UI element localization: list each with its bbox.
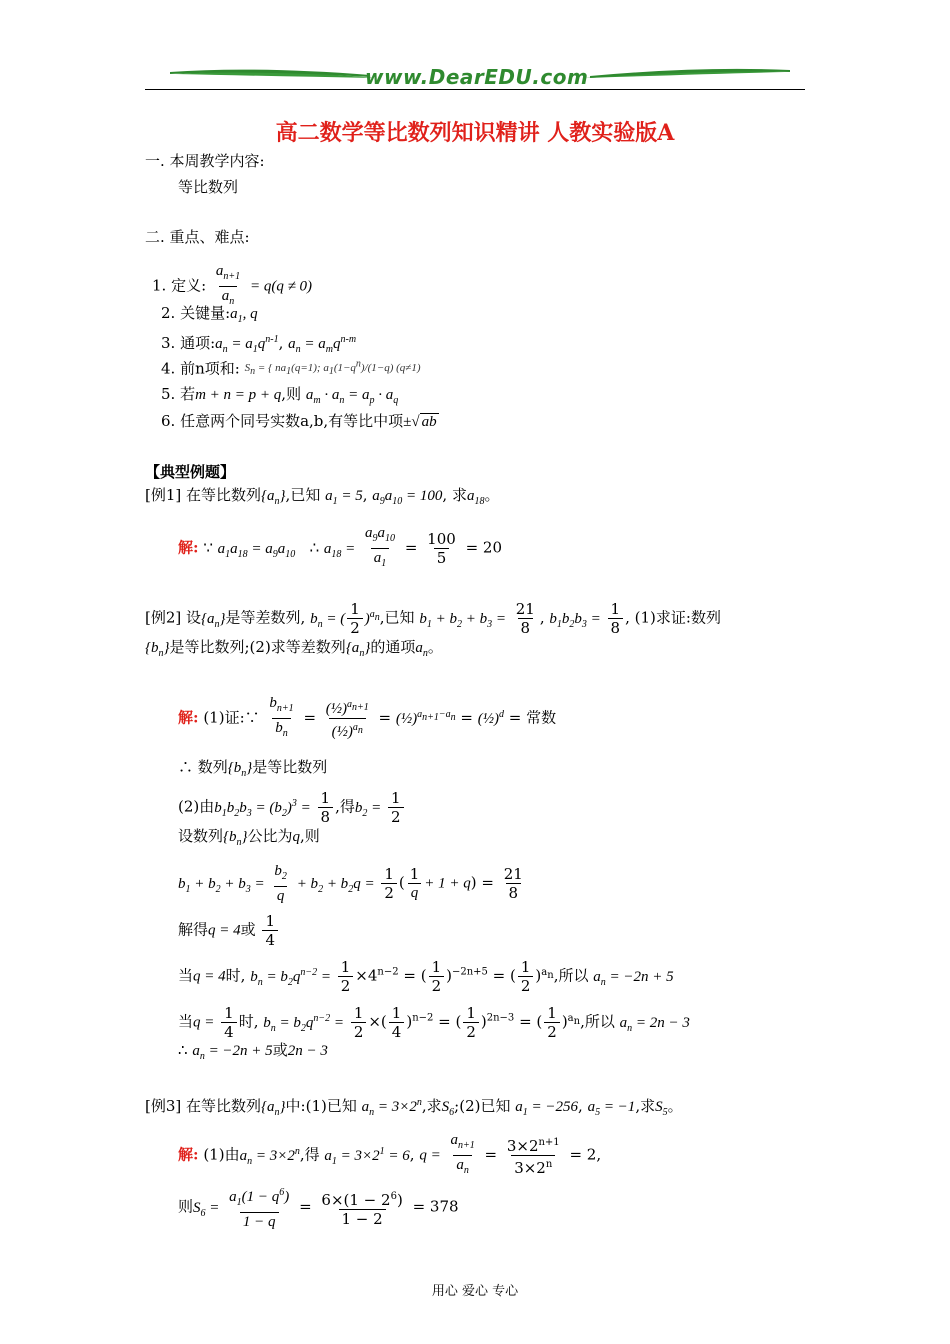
examples-heading: 【典型例题】 bbox=[145, 463, 236, 481]
item-key-quantity: 2. 关键量$:a_1$, q bbox=[161, 304, 258, 325]
site-logo-text: www.DearEDU.com bbox=[365, 65, 589, 89]
example-3-solution-part1: 解: (1)由$a_n = 3\times 2^n$,得 $a_1 = 3\times 2^1 = 6$, q = $\frac{a_{n+1}}{a_n}$ = $\frac{3\times 2^{n+1}}{3\times 2^n}$ = 2, bbox=[178, 1131, 601, 1180]
header-banner bbox=[145, 62, 805, 92]
example-3-question: [例3] 在等比数列$\{a_n\}$中:(1)已知 $a_n = 3\times 2^n$,求$S_6;(2)$已知 $a_1 = -256$, $a_5 = -1$,求$S_5$。 bbox=[145, 1097, 683, 1118]
item-sum-formula: 4. 前n项和: $^{S_n = \{ na_1(q=1); a_1(1-q^n)/(1-q) (q\ne 1)}$ bbox=[161, 358, 421, 378]
section1-content: 等比数列 bbox=[178, 178, 239, 196]
example-2-sum-equation: $b_1 + b_2 + b_3$ = $\frac{b_2}{q}$ + $b_2 + b_2q$ = $\frac{1}{2}$ ( $\frac{1}{q}$ + 1 + q) = $\frac{21}{8}$ bbox=[178, 863, 523, 904]
section2-heading: 二. 重点、难点: bbox=[145, 228, 250, 246]
item-definition: 1. 定义: $\frac{a_{n+1}}{a_n}$ = q(q ≠ 0) bbox=[152, 262, 312, 311]
item-geometric-mean: 6. 任意两个同号实数a,b,有等比中项±√ ab bbox=[161, 412, 437, 430]
page-footer: 用心 爱心 专心 bbox=[431, 1284, 519, 1299]
example-1-solution: 解: ∵ $a_1a_{18} = a_9a_{10}$ ∴ $a_{18}$ = $\frac{a_9a_{10}}{a_1}$ = $\frac{100}{5}$ = 20 bbox=[178, 524, 502, 573]
item-general-term: 3. 通项$:a_n = a_1q^{n-1}$, $a_n = a_mq^{n-m}$ bbox=[161, 334, 357, 355]
example-2-question-line2: $\{b_n\}$是等比数列;(2)求等差数列$\{a_n\}$的通项$a_n$。 bbox=[145, 638, 443, 659]
item-property: 5. 若m + n = p + q,则 $a_m \cdot a_n = a_p \cdot a_q$ bbox=[161, 385, 399, 406]
page-title: 高二数学等比数列知识精讲 人教实验版A bbox=[275, 120, 675, 146]
example-3-solution-s6: 则$S_6$ = $\frac{a_1(1 - q^6)}{1 - q}$ = $\frac{6\times(1 - 2^6)}{1 - 2}$ = 378 bbox=[178, 1187, 459, 1230]
example-2-solve-q: 解得q = 4或 $\frac{1}{4}$ bbox=[178, 912, 280, 949]
section1-heading: 一. 本周教学内容: bbox=[145, 152, 265, 170]
example-2-case-q4: 当q = 4时, $b_n = b_2q^{n-2}$ = $\frac{1}{2}$ $\times 4^{n-2}$ = ( $\frac{1}{2}$ )$^{-2n+5}$ = ( $\frac{1}{2}$ )$^{a_n}$,所以 $a_n = -2n + 5$ bbox=[178, 958, 674, 995]
example-2-conclusion: ∴ 数列$\{b_n\}$是等比数列 bbox=[178, 758, 328, 779]
example-2-part2: (2)由$b_1b_2b_3 = (b_2)^3$ = $\frac{1}{8}$ ,得$b_2$ = $\frac{1}{2}$ bbox=[178, 789, 406, 826]
example-2-ratio: 设数列$\{b_n\}$公比为q,则 bbox=[178, 827, 320, 848]
example-2-question-line1: [例2] 设$\{a_n\}$是等差数列, $b_n$ = ( $\frac{1}{2}$ )$^{a_n}$,已知 $b_1 + b_2 + b_3$ = $\frac{21}{8}$ , $b_1b_2b_3$ = $\frac{1}{8}$ , (1)求证:数列 bbox=[145, 600, 721, 637]
header-divider bbox=[145, 89, 805, 90]
example-2-answer: ∴ $a_n = -2n + 5$或2n − 3 bbox=[178, 1041, 328, 1062]
example-2-case-q-quarter: 当q = $\frac{1}{4}$ 时, $b_n = b_2q^{n-2}$ = $\frac{1}{2}$ ×( $\frac{1}{4}$ )$^{n-2}$ = ( $\frac{1}{2}$ )$^{2n-3}$ = ( $\frac{1}{2}$ )$^{a_n}$,所以 $a_n = 2n - 3$ bbox=[178, 1004, 690, 1041]
example-1-question: [例1] 在等比数列$\{a_n\}$,已知 $a_1 = 5$, $a_9a_{10} = 100$, 求$a_{18}$。 bbox=[145, 486, 500, 507]
example-2-proof: 解: (1)证:∵ $\frac{b_{n+1}}{b_n}$ = $\frac{(\frac{1}{2})^{a_{n+1}}}{(\frac{1}{2})^{a_n}}$ = (½)$^{a_{n+1}-a_n}$ = (½)$^d$ = 常数 bbox=[178, 694, 556, 743]
